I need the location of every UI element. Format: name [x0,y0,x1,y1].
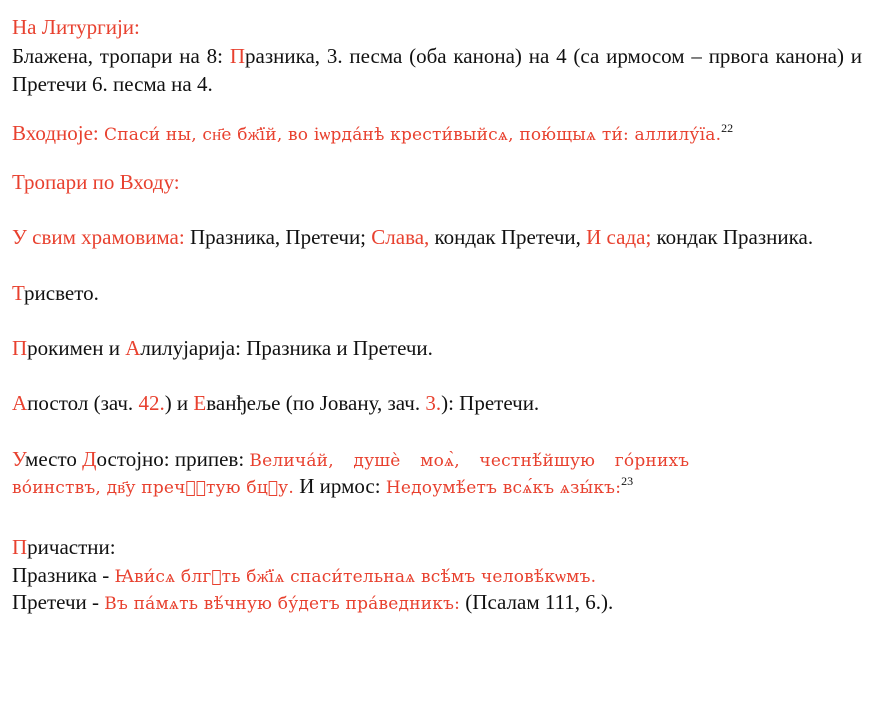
apostol-red-initial: А [12,391,28,416]
section-umesto-dostojno [12,446,862,501]
liturgy-heading-text: На Литургији: [12,15,140,39]
apostol-text-1: постол (зач. [27,391,139,416]
section-apostol [12,390,862,417]
apostol-text-4: ): Претечи. [441,391,540,416]
trisveto-rest: рисвето. [24,280,99,305]
umesto-text-3: И ирмос: [294,473,386,498]
umesto-slavonic-line-2a: во́инствъ, дв҃у пречⷭ҇тую бцⷣу. [12,477,294,498]
u-svim-hramovima-label: У свим храмовима: [12,225,185,250]
umesto-text-1: место [25,446,83,471]
pricastni-praznika-slavonic: Ꙗви́сѧ блгⷣть бж҃їѧ спаси́тельнаѧ всѣ́мъ человѣ́кѡмъ. [114,566,597,587]
umesto-red-initial: У [12,446,26,471]
dostojno-red-initial: Д [82,446,97,471]
trisveto-red-initial: Т [12,280,25,305]
section-vhodnoje [12,120,862,147]
pricastni-heading [12,534,862,561]
pricastni-preteci-tail: (Псалам 111, 6.). [460,589,614,614]
section-liturgy-heading [12,14,862,41]
evandjelje-red-initial: Е [193,391,207,416]
section-pricastni [12,534,862,616]
u-svim-hramovima-i-sada: И сада; [586,225,652,250]
umesto-footnote-marker: 23 [621,473,634,488]
liturgy-body-rest: разника, 3. песма (оба канона) на 4 (са ирмосом – првога канона) и Претечи 6. песма на 4. [12,44,862,96]
pricastni-line-preteci [12,589,862,616]
section-tropari-po-vhodu [12,169,862,196]
vhodnoje-slavonic-text: Спаси́ ны, сн҃е бж҃їй, во іѡрда́нѣ крести́выйсѧ, пою́щыѧ ти́: аллилу́їа. [104,124,722,145]
apostol-text-2: ) и [164,391,194,416]
umesto-text-2: остојно: припев: [96,446,250,471]
section-trisveto [12,280,862,307]
vhodnoje-label: Входноје: [12,120,99,145]
pricastni-praznika-label: Празника - [12,562,115,587]
section-prokimen [12,335,862,362]
u-svim-hramovima-text-2: кондак Претечи, [429,225,587,250]
pricastni-red-initial: П [12,535,28,560]
liturgy-body-red-initial: П [229,44,245,69]
u-svim-hramovima-slava: Слава, [371,225,430,250]
u-svim-hramovima-text-1: Празника, Претечи; [184,225,372,250]
evandjelje-zac-number: 3. [425,391,442,416]
pricastni-line-praznika [12,562,862,589]
prokimen-word-2: лилујарија: Празника и Претечи. [140,336,433,361]
umesto-slavonic-line-2b: Недоумѣ́етъ всѧ́къ ѧзы́къ: [385,477,622,498]
u-svim-hramovima-text-3: кондак Празника. [651,225,814,250]
pricastni-preteci-slavonic: Въ па́мѧть вѣ́чную бу́детъ пра́ведникъ: [104,593,461,614]
pricastni-heading-rest: ричастни: [27,535,116,560]
pricastni-preteci-label: Претечи - [12,589,105,614]
section-u-svim-hramovima [12,224,862,251]
alilujarija-red-initial: А [125,336,141,361]
umesto-dostojno-line-2 [12,473,862,500]
apostol-zac-number: 42. [138,391,165,416]
prokimen-word-1: рокимен и [27,336,126,361]
umesto-dostojno-line-1 [12,446,862,473]
apostol-text-3: ванђеље (по Јовану, зач. [206,391,426,416]
section-liturgy-body [12,43,862,98]
tropari-po-vhodu-label: Тропари по Входу: [12,170,180,195]
liturgy-body-prefix: Блажена, тропари на 8: [12,44,230,69]
umesto-slavonic-line-1: Велича́й, душѐ моѧ̀, честнѣ́йшую го́рнихъ [249,450,690,471]
prokimen-red-initial: П [12,336,28,361]
vhodnoje-footnote-marker: 22 [721,120,734,135]
